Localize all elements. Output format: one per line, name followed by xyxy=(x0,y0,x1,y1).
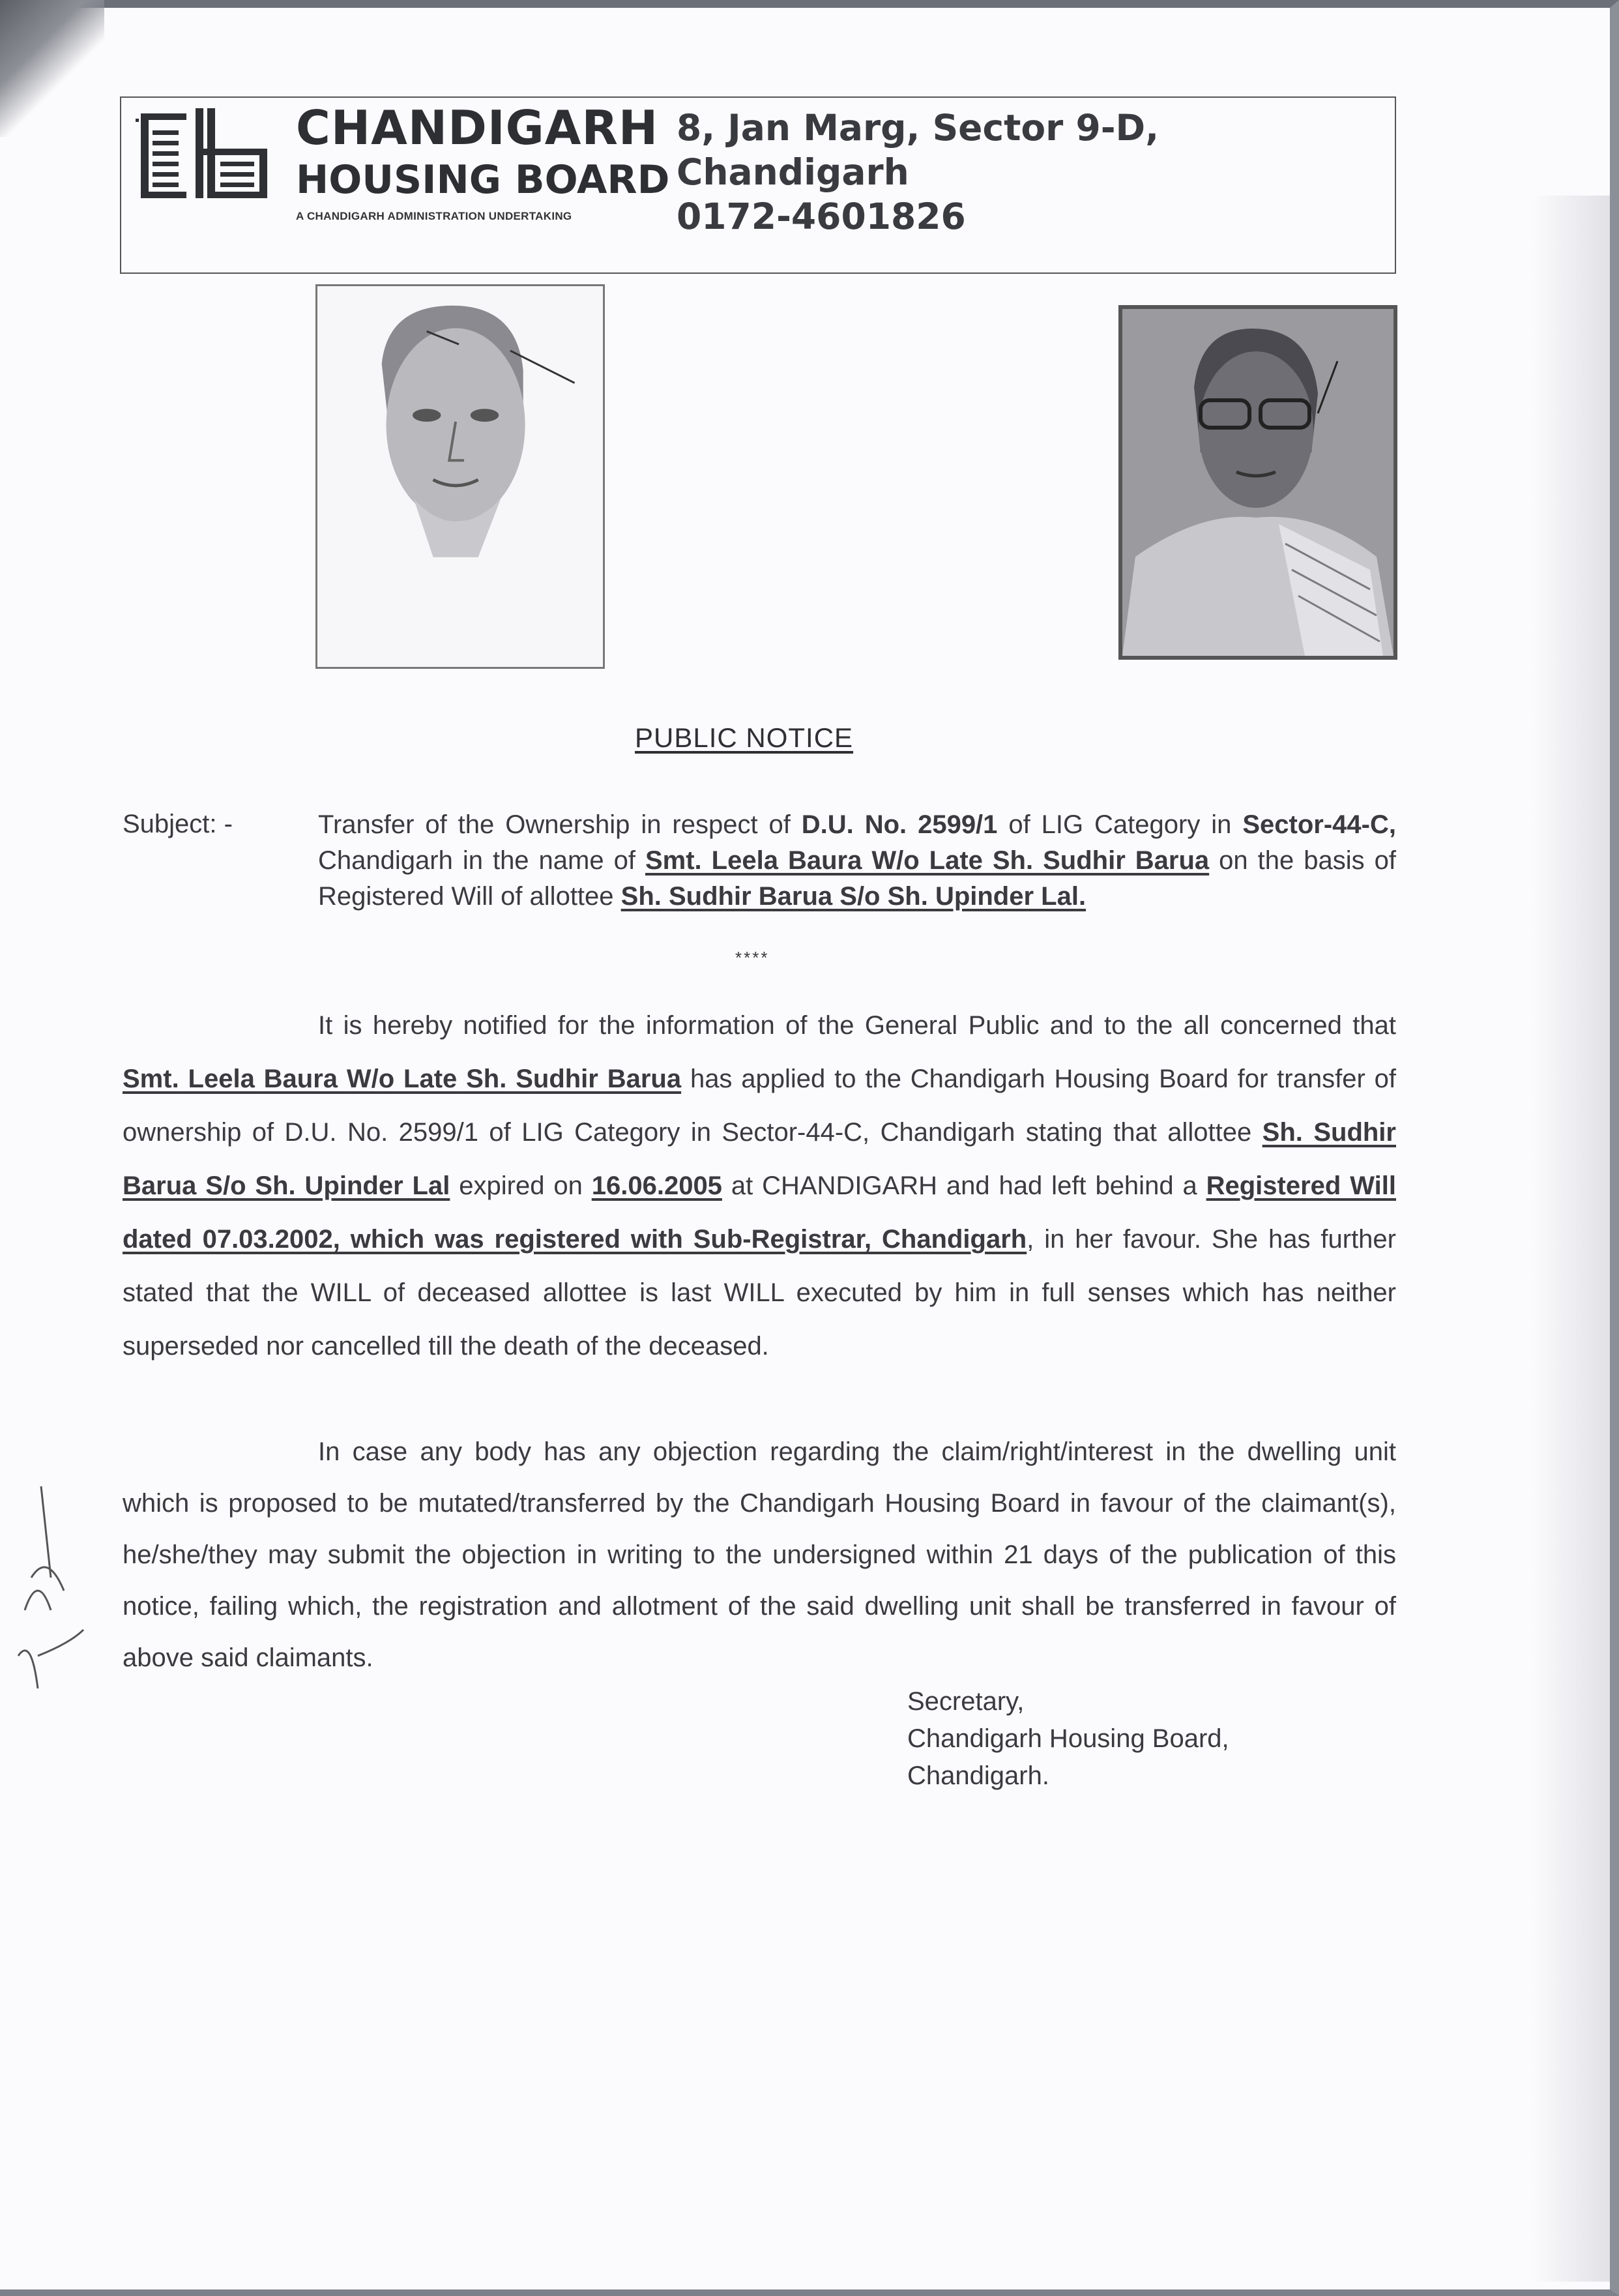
notice-paragraph-1 xyxy=(123,999,1396,1373)
subject-label: Subject: - xyxy=(123,810,233,838)
notice-paragraph-2 xyxy=(123,1426,1396,1684)
scan-corner-shadow xyxy=(0,0,104,137)
signatory-city: Chandigarh. xyxy=(907,1761,1049,1790)
sector-name: Sector-44-C, xyxy=(1242,810,1396,839)
applicant-name: Smt. Leela Baura W/o Late Sh. Sudhir Barua xyxy=(645,846,1210,875)
dwelling-unit-number: D.U. No. 2599/1 xyxy=(801,810,998,839)
paragraph-text: has applied to the Chandigarh Housing Board for transfer of ownership of D.U. No. 2599/1 of LIG Category in Sector-44-C, Chandigarh stating that allottee xyxy=(123,1065,1396,1147)
photo-applicant xyxy=(1118,305,1397,660)
org-name: CHANDIGARH xyxy=(296,100,659,155)
date-of-death: 16.06.2005 xyxy=(591,1171,722,1200)
paragraph-text: It is hereby notified for the information of the General Public and to the all concerned that xyxy=(318,1011,1396,1040)
subject-text-part: on the basis of Registered Will of allottee xyxy=(318,846,1396,911)
notice-title: PUBLIC NOTICE xyxy=(635,722,854,753)
allottee-name: Sh. Sudhir Barua S/o Sh. Upinder Lal xyxy=(123,1118,1396,1200)
will-details: Registered Will dated 07.03.2002, which was registered with Sub-Registrar, Chandigarh xyxy=(123,1171,1396,1254)
paragraph-text: expired on xyxy=(450,1171,592,1200)
paragraph-text: In case any body has any objection regarding the claim/right/interest in the dwelling unit which is proposed to be mutated/transferred by the Chandigarh Housing Board in favour of the claimant(s), he/she/they may submit the objection in writing to the undersigned within 21 days of the publication of this notice, failing which, the registration and allotment of the said dwelling unit shall be transferred in favour of above said claimants. xyxy=(123,1437,1396,1672)
address-block xyxy=(677,106,1159,239)
paragraph-text: at CHANDIGARH and had left behind a xyxy=(722,1171,1206,1200)
signatory-org: Chandigarh Housing Board, xyxy=(907,1724,1229,1753)
allottee-name: Sh. Sudhir Barua S/o Sh. Upinder Lal. xyxy=(620,882,1087,911)
applicant-name: Smt. Leela Baura W/o Late Sh. Sudhir Barua xyxy=(123,1065,682,1093)
phone-number: 0172-4601826 xyxy=(677,196,966,237)
letterhead xyxy=(120,96,1396,274)
signatory-title: Secretary, xyxy=(907,1687,1025,1716)
org-tagline: A CHANDIGARH ADMINISTRATION UNDERTAKING xyxy=(296,210,572,222)
handwritten-initials-icon xyxy=(12,1480,90,1695)
scan-edge-shade xyxy=(1532,196,1610,2282)
address-line: 8, Jan Marg, Sector 9-D, xyxy=(677,107,1160,149)
subject-text xyxy=(318,807,1396,915)
signatory-block xyxy=(907,1683,1229,1795)
subject-text-part: Chandigarh in the name of xyxy=(318,846,645,875)
address-city: Chandigarh xyxy=(677,151,909,193)
chb-logo-icon xyxy=(136,108,271,205)
paragraph-text: , in her favour. She has further stated that the WILL of deceased allottee is last WILL executed by him in full senses which has neither superseded nor cancelled till the death of the deceased. xyxy=(123,1225,1396,1361)
photo-allottee xyxy=(315,284,605,669)
org-name-line2: HOUSING BOARD xyxy=(296,157,670,203)
subject-text-part: of LIG Category in xyxy=(997,810,1243,839)
section-separator: **** xyxy=(735,948,770,967)
subject-text-part: Transfer of the Ownership in respect of xyxy=(318,810,802,839)
